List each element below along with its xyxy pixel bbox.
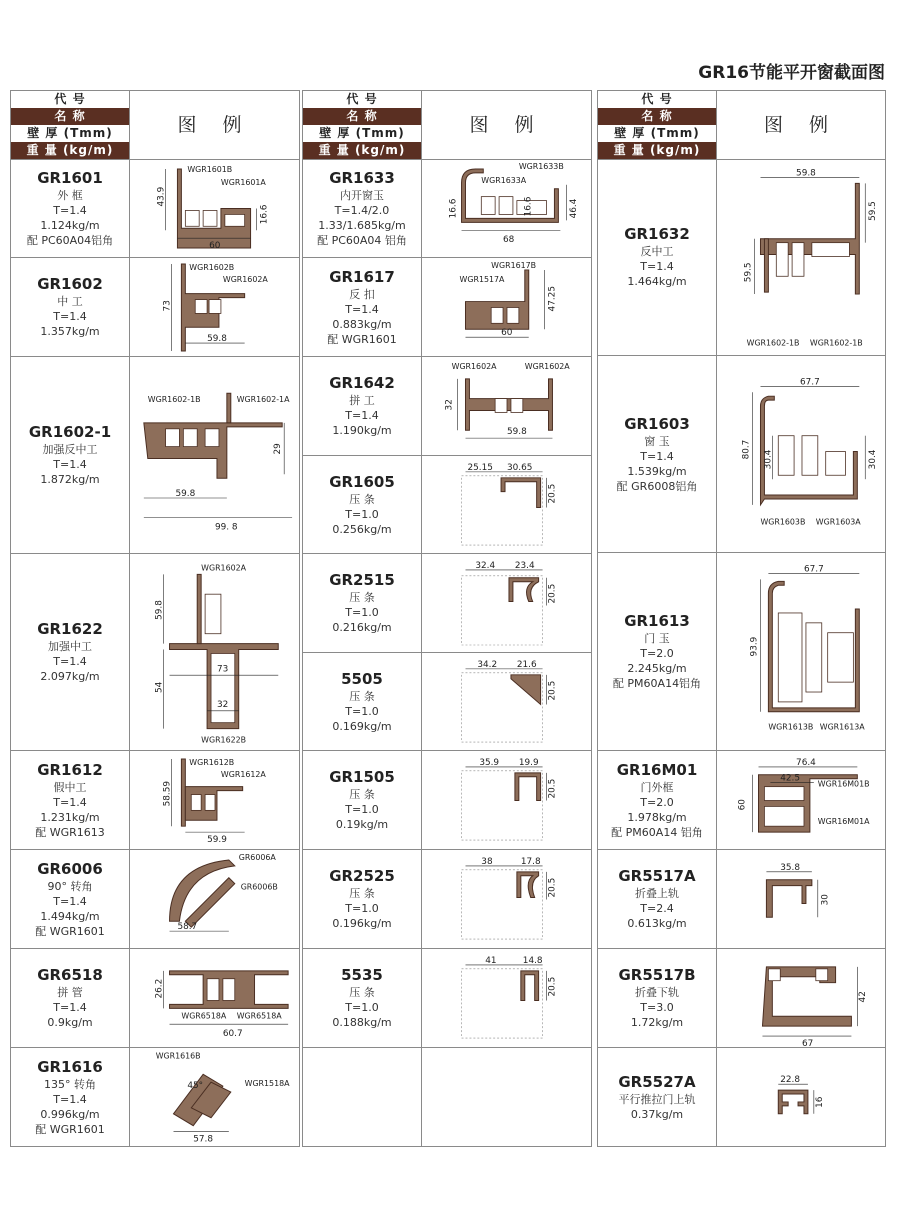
column-header xyxy=(11,91,299,160)
profile-accessory: 配 GR6008铝角 xyxy=(616,479,698,493)
dimension-label: 76.4 xyxy=(796,757,816,768)
profile-drawing xyxy=(422,357,591,455)
profile-code: GR16M01 xyxy=(616,760,698,779)
profile-code: GR1612 xyxy=(37,760,103,779)
dimension-label: 20.5 xyxy=(547,583,558,604)
profile-weight: 0.37kg/m xyxy=(630,1107,684,1121)
profile-code: 5535 xyxy=(341,966,383,984)
profile-weight: 1.124kg/m xyxy=(40,218,100,232)
profile-thickness: T=1.4 xyxy=(53,203,87,217)
dimension-label: 20.5 xyxy=(547,877,558,898)
dimension-label: 45° xyxy=(187,1081,204,1092)
profile-code: GR1632 xyxy=(624,225,690,243)
part-label: WGR1613A xyxy=(819,722,865,732)
thickness-label: 壁 厚 (Tmm) xyxy=(11,125,129,142)
dimension-label: 16.6 xyxy=(448,198,459,219)
profile-weight: 0.883kg/m xyxy=(332,317,392,331)
profile-name: 反中工 xyxy=(640,245,674,258)
dimension-label: 59.8 xyxy=(506,427,527,438)
dimension-label: 30.4 xyxy=(763,449,774,470)
dimension-label: 16.6 xyxy=(259,204,270,225)
dimension-label: 42.5 xyxy=(780,773,801,784)
part-label: WGR1602-1A xyxy=(236,395,290,405)
profile-row xyxy=(303,850,591,949)
profile-drawing xyxy=(422,949,591,1047)
profile-name: 压 条 xyxy=(349,986,375,999)
column-header xyxy=(598,91,885,160)
profile-drawing xyxy=(717,850,885,948)
part-label: WGR1518A xyxy=(244,1079,290,1089)
profile-name: 135° 转角 xyxy=(44,1077,96,1091)
profile-row xyxy=(598,850,885,949)
profile-name: 平行推拉门上轨 xyxy=(618,1092,696,1106)
profile-name: 压 条 xyxy=(349,788,375,801)
dimension-label: 93.9 xyxy=(749,636,760,657)
dimension-label: 35.8 xyxy=(780,862,801,873)
part-label: WGR1603B xyxy=(760,517,806,527)
weight-label: 重 量 (kg/m) xyxy=(598,142,716,159)
profile-column-3 xyxy=(597,90,886,1147)
profile-row xyxy=(11,258,299,357)
part-label: WGR1603A xyxy=(815,517,861,527)
profile-weight: 2.097kg/m xyxy=(40,670,100,683)
part-label: WGR1517A xyxy=(459,274,505,284)
dimension-label: 20.5 xyxy=(547,483,558,504)
profile-drawing xyxy=(717,159,885,355)
part-label: WGR1633B xyxy=(518,161,564,171)
profile-drawing xyxy=(130,751,299,849)
profile-weight: 1.464kg/m xyxy=(627,275,687,288)
profile-code: GR5527A xyxy=(618,1072,696,1091)
profile-code: GR1633 xyxy=(329,168,395,187)
profile-row xyxy=(598,949,885,1048)
profile-row xyxy=(598,159,885,356)
profile-code: 5505 xyxy=(341,669,383,688)
profile-weight: 0.196kg/m xyxy=(332,917,392,930)
dimension-label: 42 xyxy=(858,991,869,1003)
legend-label: 图 例 xyxy=(177,114,252,136)
profile-drawing xyxy=(422,456,591,553)
profile-weight: 1.231kg/m xyxy=(40,810,100,824)
legend-label: 图 例 xyxy=(469,114,544,136)
part-label: WGR1602B xyxy=(189,262,235,272)
name-label: 名 称 xyxy=(598,108,716,125)
dimension-label: 80.7 xyxy=(741,439,752,460)
dimension-label: 59.8 xyxy=(207,334,227,345)
profile-name: 加强反中工 xyxy=(42,443,98,456)
profile-name: 90° 转角 xyxy=(47,879,93,893)
profile-thickness: T=1.0 xyxy=(345,1001,379,1014)
dimension-label: 30.65 xyxy=(506,462,533,473)
part-label: WGR1602A xyxy=(524,361,570,371)
profile-accessory: 配 WGR1601 xyxy=(35,924,105,938)
code-label: 代 号 xyxy=(11,91,129,108)
profile-weight: 0.996kg/m xyxy=(40,1107,100,1121)
profile-code: GR1602-1 xyxy=(28,423,112,441)
profile-drawing xyxy=(422,850,591,948)
profile-accessory: 配 PM60A14铝角 xyxy=(612,677,702,690)
dimension-label: 30.4 xyxy=(868,449,879,470)
dimension-label: 14.8 xyxy=(522,955,543,966)
profile-name: 加强中工 xyxy=(48,640,92,653)
dimension-label: 25.15 xyxy=(467,462,493,473)
profile-row xyxy=(303,159,591,258)
legend-label: 图 例 xyxy=(763,114,839,136)
profile-drawing xyxy=(130,159,299,257)
profile-name: 门外框 xyxy=(640,780,674,794)
code-label: 代 号 xyxy=(598,91,716,108)
profile-weight: 0.19kg/m xyxy=(335,818,389,831)
profile-weight: 0.169kg/m xyxy=(332,719,392,733)
dimension-label: 59.5 xyxy=(743,262,754,283)
profile-thickness: T=1.4 xyxy=(640,449,674,463)
profile-code: GR6518 xyxy=(37,966,103,984)
part-label: WGR1616B xyxy=(155,1051,201,1061)
part-label: WGR1612A xyxy=(220,769,266,779)
profile-name: 反 扣 xyxy=(349,287,375,301)
dimension-label: 32 xyxy=(444,399,455,411)
profile-accessory: 配 PM60A14 铝角 xyxy=(611,825,703,839)
part-label: WGR1602A xyxy=(451,361,497,371)
dimension-label: 60 xyxy=(737,799,748,811)
profile-weight: 1.357kg/m xyxy=(40,325,100,338)
part-label: WGR1601A xyxy=(220,177,266,187)
dimension-label: 59.8 xyxy=(175,489,196,500)
profile-row xyxy=(303,949,591,1048)
dimension-label: 41 xyxy=(485,955,497,966)
dimension-label: 38 xyxy=(481,856,493,867)
profile-thickness: T=1.0 xyxy=(345,902,379,915)
profile-row xyxy=(11,751,299,850)
profile-row xyxy=(598,356,885,553)
dimension-label: 21.6 xyxy=(516,659,537,670)
dimension-label: 73 xyxy=(216,664,229,675)
profile-drawing xyxy=(717,949,885,1047)
profile-code: GR1603 xyxy=(624,414,690,433)
profile-thickness: T=1.4 xyxy=(53,310,87,323)
profile-weight: 1.978kg/m xyxy=(627,810,687,824)
profile-code: GR5517B xyxy=(618,966,696,984)
dimension-label: 68 xyxy=(503,235,515,246)
empty-row xyxy=(303,1048,591,1146)
part-label: WGR6518A xyxy=(236,1011,282,1021)
profile-drawing xyxy=(717,553,885,750)
profile-row xyxy=(303,751,591,850)
profile-thickness: T=1.4 xyxy=(640,260,674,273)
profile-code: GR2515 xyxy=(329,571,395,589)
profile-drawing xyxy=(422,653,591,750)
profile-code: GR1616 xyxy=(37,1057,103,1076)
profile-name: 中 工 xyxy=(57,295,83,308)
dimension-label: 59.5 xyxy=(868,201,879,221)
profile-row xyxy=(598,553,885,751)
profile-weight: 1.190kg/m xyxy=(332,424,392,437)
profile-thickness: T=1.4 xyxy=(53,795,87,809)
profile-drawing xyxy=(422,258,591,356)
profile-accessory: 配 WGR1601 xyxy=(35,1122,105,1136)
profile-thickness: T=2.0 xyxy=(640,795,674,809)
profile-thickness: T=1.4 xyxy=(53,1001,87,1014)
part-label: WGR1633A xyxy=(481,175,527,185)
dimension-label: 60 xyxy=(209,241,221,252)
dimension-label: 30 xyxy=(820,894,831,906)
dimension-label: 26.2 xyxy=(154,978,165,999)
dimension-label: 20.5 xyxy=(547,680,558,701)
profile-weight: 0.613kg/m xyxy=(627,917,687,930)
profile-name: 压 条 xyxy=(349,591,375,604)
profile-column-1 xyxy=(10,90,300,1147)
profile-row xyxy=(303,456,591,554)
profile-code: GR1622 xyxy=(37,620,103,638)
dimension-label: 16 xyxy=(814,1096,825,1108)
dimension-label: 46.4 xyxy=(569,198,580,219)
profile-thickness: T=1.0 xyxy=(345,704,379,718)
profile-drawing xyxy=(130,850,299,948)
profile-code: GR5517A xyxy=(618,867,696,885)
part-label: WGR1602-1B xyxy=(746,338,800,348)
part-label: GR6006A xyxy=(238,852,276,862)
dimension-label: 59.8 xyxy=(154,600,165,620)
dimension-label: 54 xyxy=(154,681,165,694)
thickness-label: 壁 厚 (Tmm) xyxy=(598,125,716,142)
profile-accessory: 配 WGR1601 xyxy=(327,332,397,346)
profile-thickness: T=1.0 xyxy=(345,507,379,521)
dimension-label: 43.9 xyxy=(156,186,167,207)
profile-row xyxy=(11,159,299,258)
profile-row xyxy=(303,258,591,357)
dimension-label: 67 xyxy=(801,1038,814,1047)
profile-drawing xyxy=(130,949,299,1047)
part-label: WGR1612B xyxy=(189,757,235,767)
dimension-label: 22.8 xyxy=(780,1075,801,1086)
profile-thickness: T=2.4 xyxy=(640,902,674,915)
part-label: WGR1602A xyxy=(201,563,247,573)
profile-drawing xyxy=(130,357,299,553)
profile-code: GR1605 xyxy=(329,472,395,491)
profile-weight: 1.872kg/m xyxy=(40,473,100,486)
profile-row xyxy=(11,554,299,751)
page-title: GR16节能平开窗截面图 xyxy=(698,63,885,83)
thickness-label: 壁 厚 (Tmm) xyxy=(303,125,421,142)
column-header xyxy=(303,91,591,160)
dimension-label: 60.7 xyxy=(222,1029,243,1040)
profile-weight: 1.33/1.685kg/m xyxy=(318,218,406,232)
dimension-label: 32.4 xyxy=(475,560,496,571)
profile-code: GR1642 xyxy=(329,374,395,392)
code-label: 代 号 xyxy=(303,91,421,108)
dimension-label: 34.2 xyxy=(477,659,498,670)
dimension-label: 73 xyxy=(162,300,173,312)
dimension-label: 57.8 xyxy=(193,1134,214,1145)
dimension-label: 29 xyxy=(273,443,284,455)
part-label: WGR1602-1B xyxy=(809,338,863,348)
part-label: WGR1602A xyxy=(222,274,268,284)
profile-name: 假中工 xyxy=(53,780,87,794)
profile-row xyxy=(598,751,885,850)
profile-drawing xyxy=(422,751,591,849)
profile-name: 压 条 xyxy=(349,492,375,506)
profile-weight: 1.494kg/m xyxy=(40,909,100,923)
profile-thickness: T=1.0 xyxy=(345,803,379,816)
profile-drawing xyxy=(130,554,299,750)
profile-thickness: T=1.4 xyxy=(53,1092,87,1106)
part-label: GR6006B xyxy=(240,882,278,892)
profile-code: GR2525 xyxy=(329,867,395,885)
profile-code: GR1601 xyxy=(37,168,103,187)
profile-code: GR1617 xyxy=(329,267,395,286)
dimension-label: 67.7 xyxy=(800,377,820,388)
dimension-label: 59.8 xyxy=(796,168,816,179)
profile-accessory: 配 WGR1613 xyxy=(35,825,105,839)
profile-accessory: 配 PC60A04 铝角 xyxy=(317,233,407,247)
part-label: WGR6518A xyxy=(181,1011,227,1021)
profile-drawing xyxy=(422,554,591,652)
dimension-label: 17.8 xyxy=(520,856,541,867)
profile-drawing xyxy=(130,1048,299,1146)
weight-label: 重 量 (kg/m) xyxy=(303,142,421,159)
profile-thickness: T=1.4 xyxy=(53,894,87,908)
name-label: 名 称 xyxy=(11,108,129,125)
profile-thickness: T=1.4 xyxy=(53,655,87,668)
part-label: WGR16M01A xyxy=(817,817,870,827)
profile-weight: 0.188kg/m xyxy=(332,1016,392,1029)
profile-weight: 1.539kg/m xyxy=(627,464,687,478)
profile-weight: 0.216kg/m xyxy=(332,621,392,634)
dimension-label: 58.7 xyxy=(177,922,198,933)
name-label: 名 称 xyxy=(303,108,421,125)
profile-row xyxy=(303,653,591,751)
profile-code: GR6006 xyxy=(37,859,103,878)
profile-name: 内开窗玉 xyxy=(340,188,384,202)
profile-name: 外 框 xyxy=(57,188,83,202)
dimension-label: 20.5 xyxy=(547,778,558,799)
profile-name: 折叠下轨 xyxy=(635,986,679,999)
profile-row xyxy=(303,554,591,653)
profile-code: GR1505 xyxy=(329,768,395,786)
part-label: WGR1602-1B xyxy=(147,395,201,405)
part-label: WGR1622B xyxy=(201,735,247,745)
profile-row xyxy=(11,1048,299,1146)
weight-label: 重 量 (kg/m) xyxy=(11,142,129,159)
profile-weight: 0.256kg/m xyxy=(332,522,392,536)
profile-name: 压 条 xyxy=(349,689,375,703)
profile-thickness: T=1.4 xyxy=(53,458,87,471)
profile-row xyxy=(11,949,299,1048)
profile-drawing xyxy=(422,159,591,257)
dimension-label: 58.59 xyxy=(162,781,173,807)
profile-name: 窗 玉 xyxy=(644,434,670,448)
profile-weight: 0.9kg/m xyxy=(47,1016,93,1029)
profile-accessory: 配 PC60A04铝角 xyxy=(26,233,114,247)
profile-row xyxy=(303,357,591,456)
profile-row xyxy=(598,1048,885,1146)
profile-thickness: T=2.0 xyxy=(640,647,674,660)
profile-drawing xyxy=(130,258,299,356)
profile-weight: 1.72kg/m xyxy=(630,1016,684,1029)
dimension-label: 20.5 xyxy=(547,976,558,997)
profile-drawing xyxy=(717,356,885,552)
profile-column-2 xyxy=(302,90,592,1147)
profile-code: GR1613 xyxy=(624,612,690,630)
profile-thickness: T=1.4 xyxy=(345,409,379,422)
profile-drawing xyxy=(717,1048,885,1146)
dimension-label: 19.9 xyxy=(518,757,539,768)
dimension-label: 47.25 xyxy=(547,286,558,312)
profile-thickness: T=1.0 xyxy=(345,606,379,619)
profile-name: 折叠上轨 xyxy=(635,887,679,900)
dimension-label: 60 xyxy=(501,328,513,339)
part-label: WGR16M01B xyxy=(817,779,870,789)
profile-row xyxy=(11,850,299,949)
profile-name: 拼 工 xyxy=(349,394,375,407)
profile-thickness: T=3.0 xyxy=(640,1001,674,1014)
part-label: WGR1613B xyxy=(768,722,814,732)
dimension-label: 32 xyxy=(216,699,229,710)
dimension-label: 59.9 xyxy=(207,835,227,846)
profile-thickness: T=1.4/2.0 xyxy=(334,203,390,217)
profile-drawing xyxy=(717,751,885,849)
part-label: WGR1601B xyxy=(187,164,233,174)
profile-row xyxy=(11,357,299,554)
profile-weight: 2.245kg/m xyxy=(627,662,687,675)
profile-name: 门 玉 xyxy=(644,632,670,645)
part-label: WGR1617B xyxy=(491,260,537,270)
dimension-label: 67.7 xyxy=(803,564,824,575)
profile-name: 压 条 xyxy=(349,887,375,900)
dimension-label: 16.6 xyxy=(523,196,534,217)
dimension-label: 23.4 xyxy=(514,560,535,571)
dimension-label: 35.9 xyxy=(479,757,500,768)
dimension-label: 99. 8 xyxy=(214,522,238,533)
profile-name: 拼 管 xyxy=(57,986,83,999)
profile-code: GR1602 xyxy=(37,275,103,293)
profile-thickness: T=1.4 xyxy=(345,302,379,316)
